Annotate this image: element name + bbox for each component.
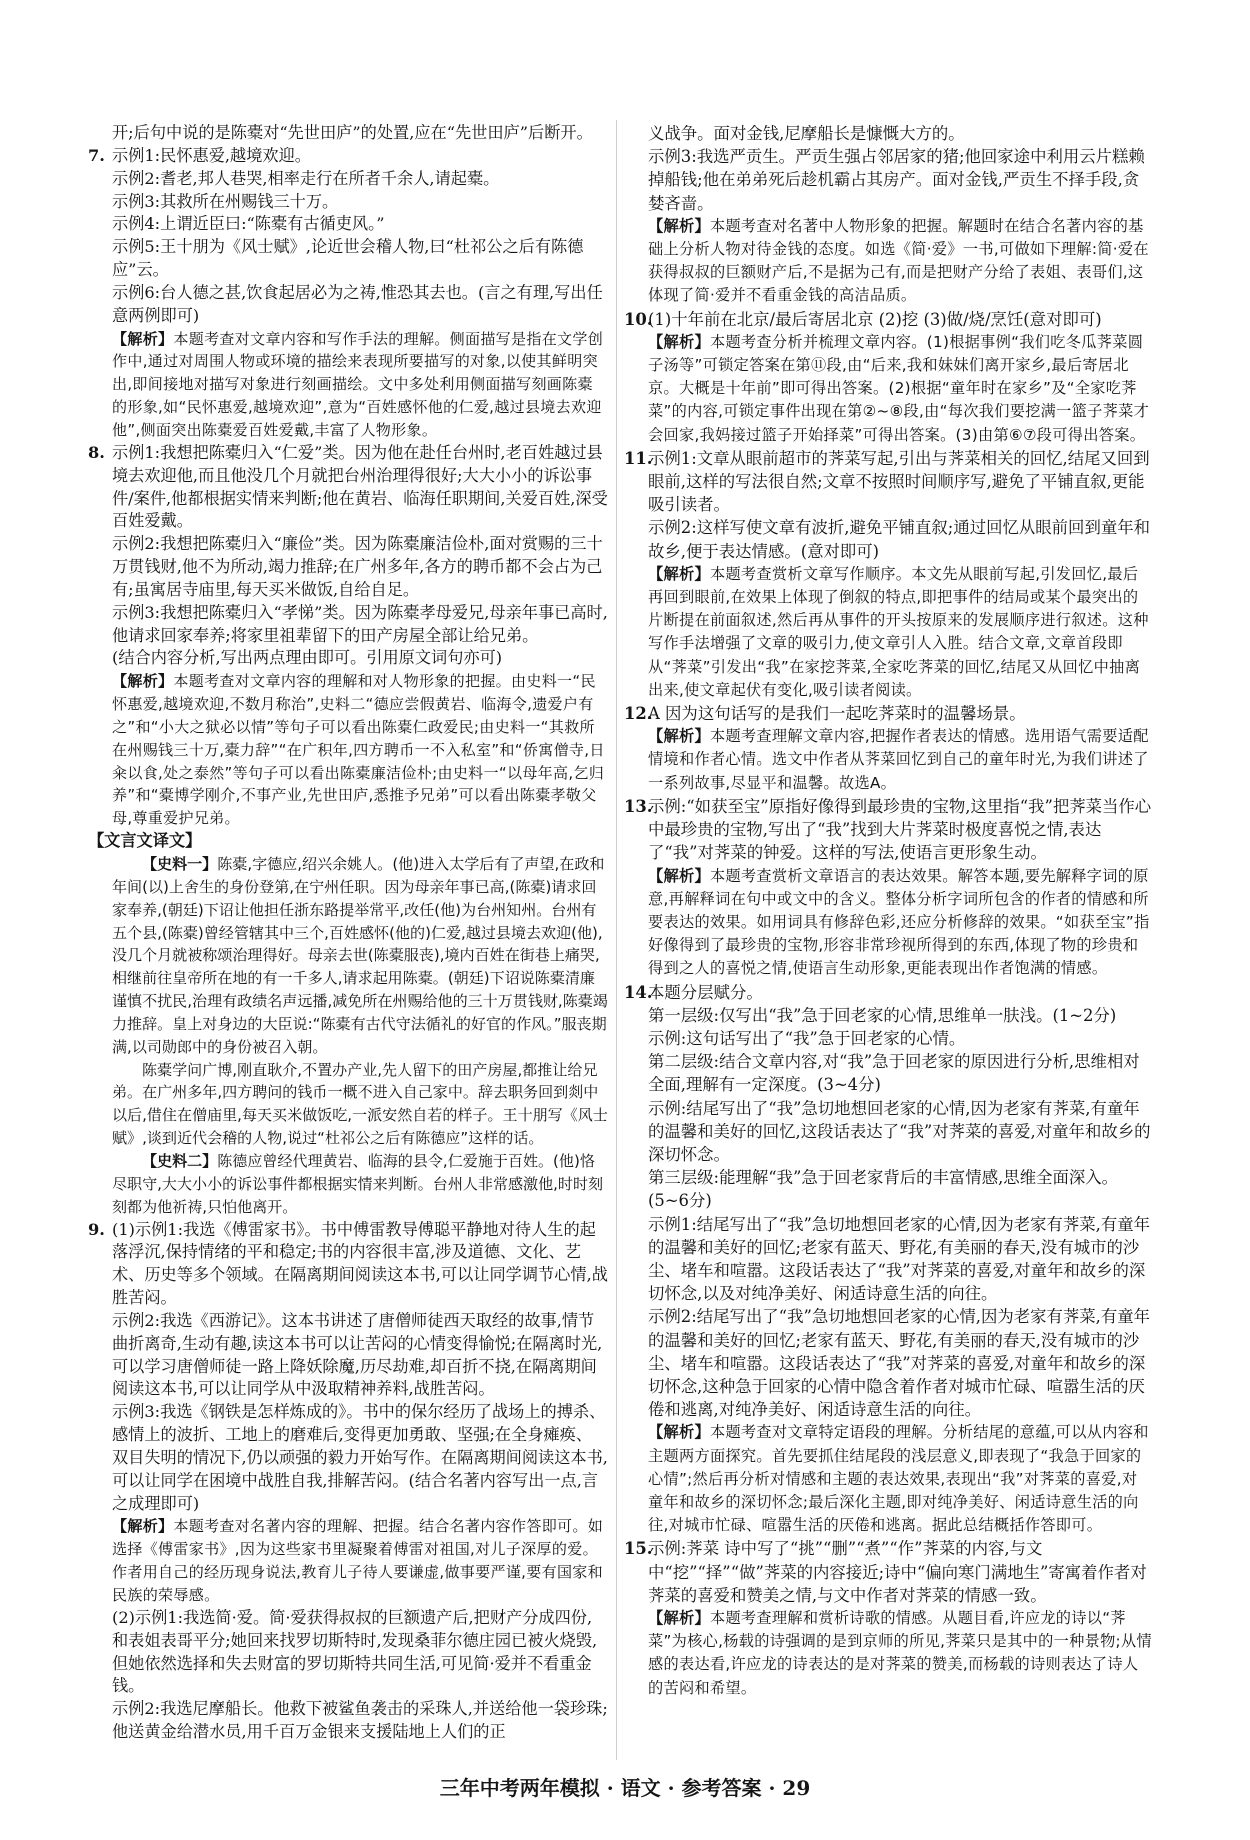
question-number: 12. xyxy=(624,704,653,724)
section-tag: 【解析】 xyxy=(648,216,710,235)
question-number: 10. xyxy=(624,309,653,329)
question-number: 13. xyxy=(624,796,653,816)
answer-line: 示例2:这样写使文章有波折,避免平铺直叙;通过回忆从眼前回到童年和故乡,便于表达情感。(意对即可) xyxy=(648,518,1151,561)
section-tag: 【解析】 xyxy=(112,1517,174,1536)
question-number: 8. xyxy=(88,442,105,462)
section-tag: 【解析】 xyxy=(648,727,710,746)
column-divider xyxy=(616,120,617,1760)
analysis-paragraph xyxy=(624,563,1152,702)
question-number: 14. xyxy=(624,982,653,1002)
section-tag: 【史料一】 xyxy=(142,855,218,873)
paragraph-text: 本题考查对名著内容的理解、把握。结合名著内容作答即可。如选择《傅雷家书》,因为这些家书里凝聚着傅雷对祖国,对儿子深厚的爱。作者用自己的经历现身说法,教育儿子待人要谦虚,做事要严谨,要有国家和民族的荣辱感。 xyxy=(112,1517,604,1604)
answer-line: 示例2:结尾写出了“我”急切地想回老家的心情,因为老家有荠菜,有童年的温馨和美好的回忆;老家有蓝天、野花,有美丽的春天,没有城市的沙尘、堵车和喧嚣。这段话表达了“我”对荠菜的喜爱,对童年和故乡的深切怀念,这种急于回家的心情中隐含着作者对城市忙碌、喧嚣生活的厌倦和逃离,对纯净美好、闲适诗意生活的向往。 xyxy=(648,1307,1151,1420)
paragraph-text: 本题考查理解文章内容,把握作者表达的情感。选用语气需要适配情境和作者心情。选文中作者从荠菜回忆到自己的童年时光,为我们讲述了一系列故事,尽显平和温馨。故选A。 xyxy=(648,727,1149,792)
analysis-paragraph xyxy=(624,1607,1152,1700)
answer-line: 示例3:其救所在州赐钱三十万。 xyxy=(112,191,339,211)
translation-paragraph xyxy=(88,1059,608,1150)
section-tag: 【解析】 xyxy=(112,672,174,691)
section-tag: 【解析】 xyxy=(648,564,710,583)
answer-line: 义战争。面对金钱,尼摩船长是慷慨大方的。 xyxy=(648,124,965,143)
answer-item xyxy=(88,1219,608,1310)
answer-line: 示例4:上谓近臣曰:“陈橐有古循吏风。” xyxy=(112,214,385,234)
answer-text: A 因为这句话写的是我们一起吃荠菜时的温馨场景。 xyxy=(648,704,1026,724)
answer-line: 开;后句中说的是陈橐对“先世田庐”的处置,应在“先世田庐”后断开。 xyxy=(112,123,593,142)
answer-line: 示例:这句话写出了“我”急于回老家的心情。 xyxy=(648,1028,966,1048)
translation-paragraph xyxy=(88,1150,608,1219)
analysis-paragraph xyxy=(88,670,608,830)
answer-text: 本题分层赋分。 xyxy=(648,982,763,1002)
paragraph-text: 本题考查赏析文章写作顺序。本文先从眼前写起,引发回忆,最后再回到眼前,在效果上体现了倒叙的特点,即把事件的结局或某个最突出的片断提在前面叙述,然后再从事件的开头按原来的发展顺序进行叙述。这种写作手法增强了文章的吸引力,使文章引人入胜。结合文章,文章首段即从“荠菜”引发出“我”在家挖荠菜,全家吃荠菜的回忆,结尾又从回忆中抽离出来,使文章起伏有变化,吸引读者阅读。 xyxy=(648,564,1149,699)
paragraph-text: 本题考查对文章内容和写作手法的理解。侧面描写是指在文学创作中,通过对周围人物或环境的描绘来表现所要描写的对象,以使其鲜明突出,即间接地对描写对象进行刻画描绘。文中多处利用侧面描写刻画陈橐的形象,如“民怀惠爱,越境欢迎”,意为“百姓感怀他的仁爱,越过县境去欢迎他”,侧面突出陈橐爱百姓爱戴,丰富了人物形象。 xyxy=(112,329,604,439)
right-column xyxy=(624,122,1152,1700)
section-tag: 【解析】 xyxy=(648,866,710,885)
paragraph-text: 陈橐,字德应,绍兴余姚人。(他)进入太学后有了声望,在政和年间(以)上舍生的身份登第,在宁州任职。因为母亲年事已高,(陈橐)请求回家奉养,(朝廷)下诏让他担任浙东路提举常平,改任(他)为台州知州。台州有五个县,(陈橐)曾经管辖其中三个,百姓感怀(他的)仁爱,越过县境去欢迎(他),没几个月就被称颂治理得好。母亲去世(陈橐服丧),境内百姓在街巷上痛哭,相继前往皇帝所在地的有一千多人,请求起用陈橐。(朝廷)下诏说陈橐清廉谨慎不扰民,治理有政绩名声远播,减免所在州赐给他的三十万贯钱财,陈橐竭力推辞。皇上对身边的大臣说:“陈橐有古代守法循礼的好官的作风。”服丧期满,以司勋郎中的身份被召入朝。 xyxy=(112,855,608,1056)
answer-item xyxy=(624,308,1152,331)
answer-text: 示例:“如获至宝”原指好像得到最珍贵的宝物,这里指“我”把荠菜当作心中最珍贵的宝物,写出了“我”找到大片荠菜时极度喜悦之情,表达了“我”对荠菜的钟爱。这样的写法,使语言更形象生动。 xyxy=(648,796,1152,863)
paragraph-text: 本题考查对文章内容的理解和对人物形象的把握。由史料一“民怀惠爱,越境欢迎,不数月称治”,史料二“德应尝假黄岩、临海令,遗爱户有之”和“小大之狱必以情”等句子可以看出陈橐仁政爱民;由史料一“其救所在州赐钱三十万,橐力辞”“在广积年,四方聘币一不入私室”和“侨寓僧寺,日籴以食,处之泰然”等句子可以看出陈橐廉洁俭朴;由史料一“以母年高,乞归养”和“橐博学刚介,不事产业,先世田庐,悉推予兄弟”可以看出陈橐孝敬父母,尊重爱护兄弟。 xyxy=(112,672,605,828)
left-column xyxy=(88,122,608,1744)
page-footer: 三年中考两年模拟 · 语文 · 参考答案 · 29 xyxy=(439,1776,811,1800)
answer-text: (1)示例1:我选《傅雷家书》。书中傅雷教导傅聪平静地对待人生的起落浮沉,保持情绪的平和稳定;书的内容很丰富,涉及道德、文化、艺术、历史等多个领域。在隔离期间阅读这本书,可以让同学调节心情,战胜苦闷。 xyxy=(112,1219,608,1308)
analysis-paragraph xyxy=(624,331,1152,447)
answer-text: (1)十年前在北京/最后寄居北京 (2)挖 (3)做/烧/烹饪(意对即可) xyxy=(648,309,1102,329)
analysis-paragraph xyxy=(624,725,1152,795)
answer-line: 示例2:耆老,邦人巷哭,相率走行在所者千余人,请起橐。 xyxy=(112,168,500,188)
section-tag: 【解析】 xyxy=(648,332,710,351)
paragraph-text: 本题考查分析并梳理文章内容。(1)根据事例“我们吃冬瓜荠菜圆子汤等”可锁定答案在第⑪段,由“后来,我和妹妹们离开家乡,最后寄居北京。大概是十年前”即可得出答案。(2)根据“童年时在家乡”及“全家吃荠菜”的内容,可锁定事件出现在第②~⑧段,由“每次我们要挖满一篮子荠菜才会回家,我妈接过篮子开始择菜”可得出答案。(3)由第⑥⑦段可得出答案。 xyxy=(648,332,1150,444)
answer-line: 示例2:我选《西游记》。这本书讲述了唐僧师徒西天取经的故事,情节曲折离奇,生动有趣,读这本书可以让苦闷的心情变得愉悦;在隔离时光,可以学习唐僧师徒一路上降妖除魔,历尽劫难,却百折不挠,在隔离期间阅读这本书,可以让同学从中汲取精神养料,战胜苦闷。 xyxy=(112,1310,603,1399)
answer-text: 示例1:文章从眼前超市的荠菜写起,引出与荠菜相关的回忆,结尾又回到眼前,这样的写法很自然;文章不按照时间顺序写,避免了平铺直叙,更能吸引读者。 xyxy=(648,448,1150,515)
answer-line: 示例1:结尾写出了“我”急切地想回老家的心情,因为老家有荠菜,有童年的温馨和美好的回忆;老家有蓝天、野花,有美丽的春天,没有城市的沙尘、堵车和喧嚣。这段话表达了“我”对荠菜的喜爱,对童年和故乡的深切怀念,以及对纯净美好、闲适诗意生活的向往。 xyxy=(648,1214,1151,1304)
answer-text: 示例1:民怀惠爱,越境欢迎。 xyxy=(112,145,311,165)
question-number: 7. xyxy=(88,145,105,165)
answer-line: 示例3:我选严贡生。严贡生强占邻居家的猪;他回家途中利用云片糕赖掉船钱;他在弟弟死后趁机霸占其房产。面对金钱,严贡生不择手段,贪婪吝啬。 xyxy=(648,147,1145,213)
paragraph-text: 陈橐学问广博,刚直耿介,不置办产业,先人留下的田产房屋,都推让给兄弟。在广州多年,四方聘问的钱币一概不进入自己家中。辞去职务回到剡中以后,借住在僧庙里,每天买米做饭吃,一派安然自若的样子。王十朋写《风士赋》,谈到近代会稽的人物,说过“杜祁公之后有陈德应”这样的话。 xyxy=(112,1060,608,1148)
answer-item xyxy=(624,1537,1152,1607)
answer-line: 示例5:王十朋为《风士赋》,论近世会稽人物,曰“杜祁公之后有陈德应”云。 xyxy=(112,237,584,280)
paragraph-text: 本题考查对文章特定语段的理解。分析结尾的意蕴,可以从内容和主题两方面探究。首先要抓住结尾段的浅层意义,即表现了“我急于回家的心情”;然后再分析对情感和主题的表达效果,表现出“我”对荠菜的喜爱,对童年和故乡的深切怀念;最后深化主题,即对纯净美好、闲适诗意生活的向往,对城市忙碌、喧嚣生活的厌倦和逃离。据此总结概括作答即可。 xyxy=(648,1423,1149,1535)
answer-line: (结合内容分析,写出两点理由即可。引用原文词句亦可) xyxy=(112,648,503,668)
answer-item xyxy=(88,442,608,533)
analysis-paragraph xyxy=(624,865,1152,981)
answer-line: 示例:结尾写出了“我”急切地想回老家的心情,因为老家有荠菜,有童年的温馨和美好的回忆,这段话表达了“我”对荠菜的喜爱,对童年和故乡的深切怀念。 xyxy=(648,1098,1151,1164)
section-tag: 【解析】 xyxy=(648,1609,710,1627)
answer-item xyxy=(624,447,1152,517)
section-tag: 【史料二】 xyxy=(142,1151,218,1170)
analysis-paragraph xyxy=(88,1515,608,1606)
paragraph-text: 本题考查对名著中人物形象的把握。解题时在结合名著内容的基础上分析人物对待金钱的态度。如选《简·爱》一书,可做如下理解:简·爱在获得叔叔的巨额财产后,不是据为己有,而是把财产分给了表姐、表哥们,这体现了简·爱并不看重金钱的高洁品质。 xyxy=(648,216,1149,305)
answer-line: 示例2:我想把陈橐归入“廉俭”类。因为陈橐廉洁俭朴,面对赏赐的三十万贯钱财,他不为所动,竭力推辞;在广州多年,各方的聘币都不会占为己有;虽寓居寺庙里,每天买米做饭,自给自足。 xyxy=(112,534,603,599)
answer-line: 第一层级:仅写出“我”急于回老家的心情,思维单一肤浅。(1~2分) xyxy=(648,1005,1117,1025)
paragraph-text: 本题考查理解和赏析诗歌的情感。从题目看,许应龙的诗以“荠菜”为核心,杨载的诗强调的是到京师的所见,荠菜只是其中的一种景物;从情感的表达看,许应龙的诗表达的是对荠菜的赞美,而杨载的诗则表达了诗人的苦闷和希望。 xyxy=(648,1609,1152,1697)
answer-line: 示例2:我选尼摩船长。他救下被鲨鱼袭击的采珠人,并送给他一袋珍珠;他送黄金给潜水员,用千百万金银来支援陆地上人们的正 xyxy=(112,1699,608,1742)
answer-item xyxy=(88,145,608,168)
answer-item xyxy=(624,795,1152,865)
answer-line: 示例3:我选《钢铁是怎样炼成的》。书中的保尔经历了战场上的搏杀、感情上的波折、工地上的磨难后,变得更加勇敢、坚强;在全身瘫痪、双目失明的情况下,仍以顽强的毅力开始写作。在隔离期间阅读这本书,可以让同学在困境中战胜自我,排解苦闷。(结合名著内容写出一点,言之成理即可) xyxy=(112,1402,608,1513)
paragraph-text: 本题考查赏析文章语言的表达效果。解答本题,要先解释字词的原意,再解释词在句中或文中的含义。整体分析字词所包含的作者的情感和所要表达的效果。如用词具有修辞色彩,还应分析修辞的效果。“如获至宝”指好像得到了最珍贵的宝物,形容非常珍视所得到的东西,体现了物的珍贵和得到之人的喜悦之情,使语言生动形象,更能表现出作者饱满的情感。 xyxy=(648,866,1150,978)
analysis-paragraph xyxy=(624,215,1152,308)
answer-item xyxy=(624,702,1152,725)
analysis-paragraph xyxy=(624,1421,1152,1537)
answer-line: 第三层级:能理解“我”急于回老家背后的丰富情感,思维全面深入。(5~6分) xyxy=(648,1168,1119,1211)
question-number: 9. xyxy=(88,1219,105,1239)
answer-text: 示例:荠菜 诗中写了“挑”“删”“煮”“作”荠菜的内容,与文中“挖”“择”“做”荠菜的内容接近;诗中“偏向寒门满地生”寄寓着作者对荠菜的喜爱和赞美之情,与文中作者对荠菜的情感一致。 xyxy=(648,1539,1147,1605)
question-number: 15. xyxy=(624,1539,653,1559)
answer-line: (2)示例1:我选简·爱。简·爱获得叔叔的巨额遗产后,把财产分成四份,和表姐表哥平分;她回来找罗切斯特时,发现桑菲尔德庄园已被火烧毁,但她依然选择和失去财富的罗切斯特共同生活,可见简·爱并不看重金钱。 xyxy=(112,1607,598,1696)
answer-line: 第二层级:结合文章内容,对“我”急于回老家的原因进行分析,思维相对全面,理解有一定深度。(3~4分) xyxy=(648,1052,1140,1095)
translation-paragraph xyxy=(88,853,608,1059)
paragraph-text: 陈德应曾经代理黄岩、临海的县令,仁爱施于百姓。(他)恪尽职守,大大小小的诉讼事件都根据实情来判断。台州人非常感激他,时时刻刻都为他祈祷,只怕他离开。 xyxy=(112,1151,604,1216)
answer-item xyxy=(624,981,1152,1004)
analysis-paragraph xyxy=(88,328,608,442)
question-number: 11. xyxy=(624,448,653,468)
section-tag: 【解析】 xyxy=(648,1423,710,1442)
translation-heading: 【文言文译文】 xyxy=(88,831,202,851)
section-tag: 【解析】 xyxy=(112,329,174,348)
answer-line: 示例6:台人德之甚,饮食起居必为之祷,惟恐其去也。(言之有理,写出任意两例即可) xyxy=(112,282,603,325)
answer-line: 示例3:我想把陈橐归入“孝悌”类。因为陈橐孝母爱兄,母亲年事已高时,他请求回家奉养;将家里祖辈留下的田产房屋全部让给兄弟。 xyxy=(112,602,608,645)
answer-text: 示例1:我想把陈橐归入“仁爱”类。因为他在赴任台州时,老百姓越过县境去欢迎他,而且他没几个月就把台州治理得很好;大大小小的诉讼事件/案件,他都根据实情来判断;他在黄岩、临海任职期间,关爱百姓,深受百姓爱戴。 xyxy=(112,442,608,531)
